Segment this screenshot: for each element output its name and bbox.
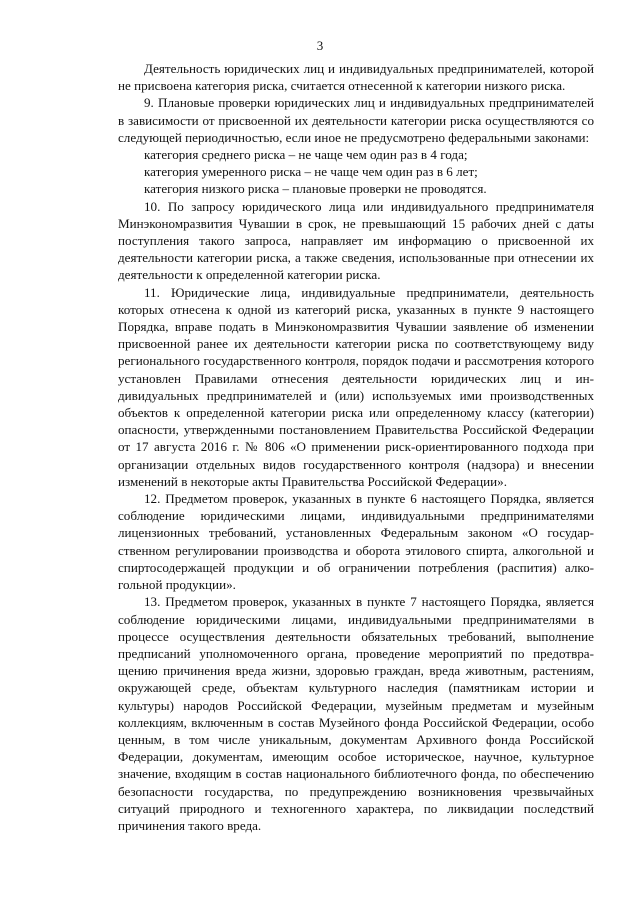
paragraph-9-inspection-frequency: 9. Плановые проверки юридических лиц и индивидуальных предпринимателей в зависимости от присвоенной их деятельности категории риска осуществляются со следующей периодичностью, если иное не предусмотрено федеральными законами:: [118, 95, 594, 145]
paragraph-13-inspection-subject-requirements: 13. Предметом проверок, указанных в пункте 7 настоящего Порядка, является соблюдение юридическими лицами, индивидуальными предпринимателями в процессе осуществления деятельности обязательных требований, выполнение предписаний уполномоченного органа, проведение мероприятий по предотвращению причинения вреда жизни, здоровью граждан, вреда животным, растениям, окружающей среде, объектам культурного наследия (памятникам истории и культуры) народов Российской Федерации, музейным предметам и музейным коллекциям, включенным в состав Музейного фонда Российской Федерации, особо ценным, в том числе уникальным, документам Архивного фонда Российской Федерации, документам, имеющим особое историческое, научное, культурное значение, входящим в состав национального библиотечного фонда, по обеспечению безопасности государства, по предупреждению возникновения чрезвычайных ситуаций природного и техногенного характера, по ликвидации последствий причинения такого вреда.: [118, 594, 594, 833]
document-body: [118, 60, 594, 834]
list-item-low-risk: категория низкого риска – плановые проверки не проводятся.: [144, 181, 487, 197]
paragraph-12-inspection-subject-licensing: 12. Предметом проверок, указанных в пункте 6 настоящего Порядка, является соблюдение юридическими лицами, индивидуальными предпринимателями лицензионных требований, установленных Федеральным законом «О государственном регулировании производства и оборота этилового спирта, алкогольной и спиртосодержащей продукции и об ограничении потребления (распития) алкогольной продукции».: [118, 491, 594, 593]
paragraph-10-risk-info-request: 10. По запросу юридического лица или индивидуального предпринимателя Минэкономразвития Чувашии в срок, не превышающий 15 рабочих дней с даты поступления такого запроса, направляет им информацию о присвоенной их деятельности категории риска, а также сведения, использованные при отнесении их деятельности к определенной категории риска.: [118, 198, 594, 283]
list-item-medium-risk: категория среднего риска – не чаще чем один раз в 4 года;: [144, 147, 468, 163]
page-number: 3: [316, 38, 324, 53]
list-item-moderate-risk: категория умеренного риска – не чаще чем один раз в 6 лет;: [144, 164, 478, 180]
paragraph-11-risk-change-application: 11. Юридические лица, индивидуальные предприниматели, деятельность которых отнесена к одной из категорий риска, указанных в пункте 9 настоящего Порядка, вправе подать в Минэкономразвития Чувашии заявление об изменении присвоенной ранее их деятельности категории риска по соответствующему виду регионального государственного контроля, порядок подачи и рассмотрения которого установлен Правилами отнесения деятельности юридических лиц и индивидуальных предпринимателей и (или) используемых ими производственных объектов к определенной категории риска или определенному классу (категории) опасности, утвержденными постановлением Правительства Российской Федерации от 17 августа 2016 г. № 806 «О применении риск-ориентированного подхода при организации отдельных видов государственного контроля (надзора) и внесении изменений в некоторые акты Правительства Российской Федерации».: [118, 284, 594, 489]
paragraph-risk-default: Деятельность юридических лиц и индивидуальных предпринимателей, которой не присвоена категория риска, считается отнесенной к категории низкого риска.: [118, 61, 594, 94]
